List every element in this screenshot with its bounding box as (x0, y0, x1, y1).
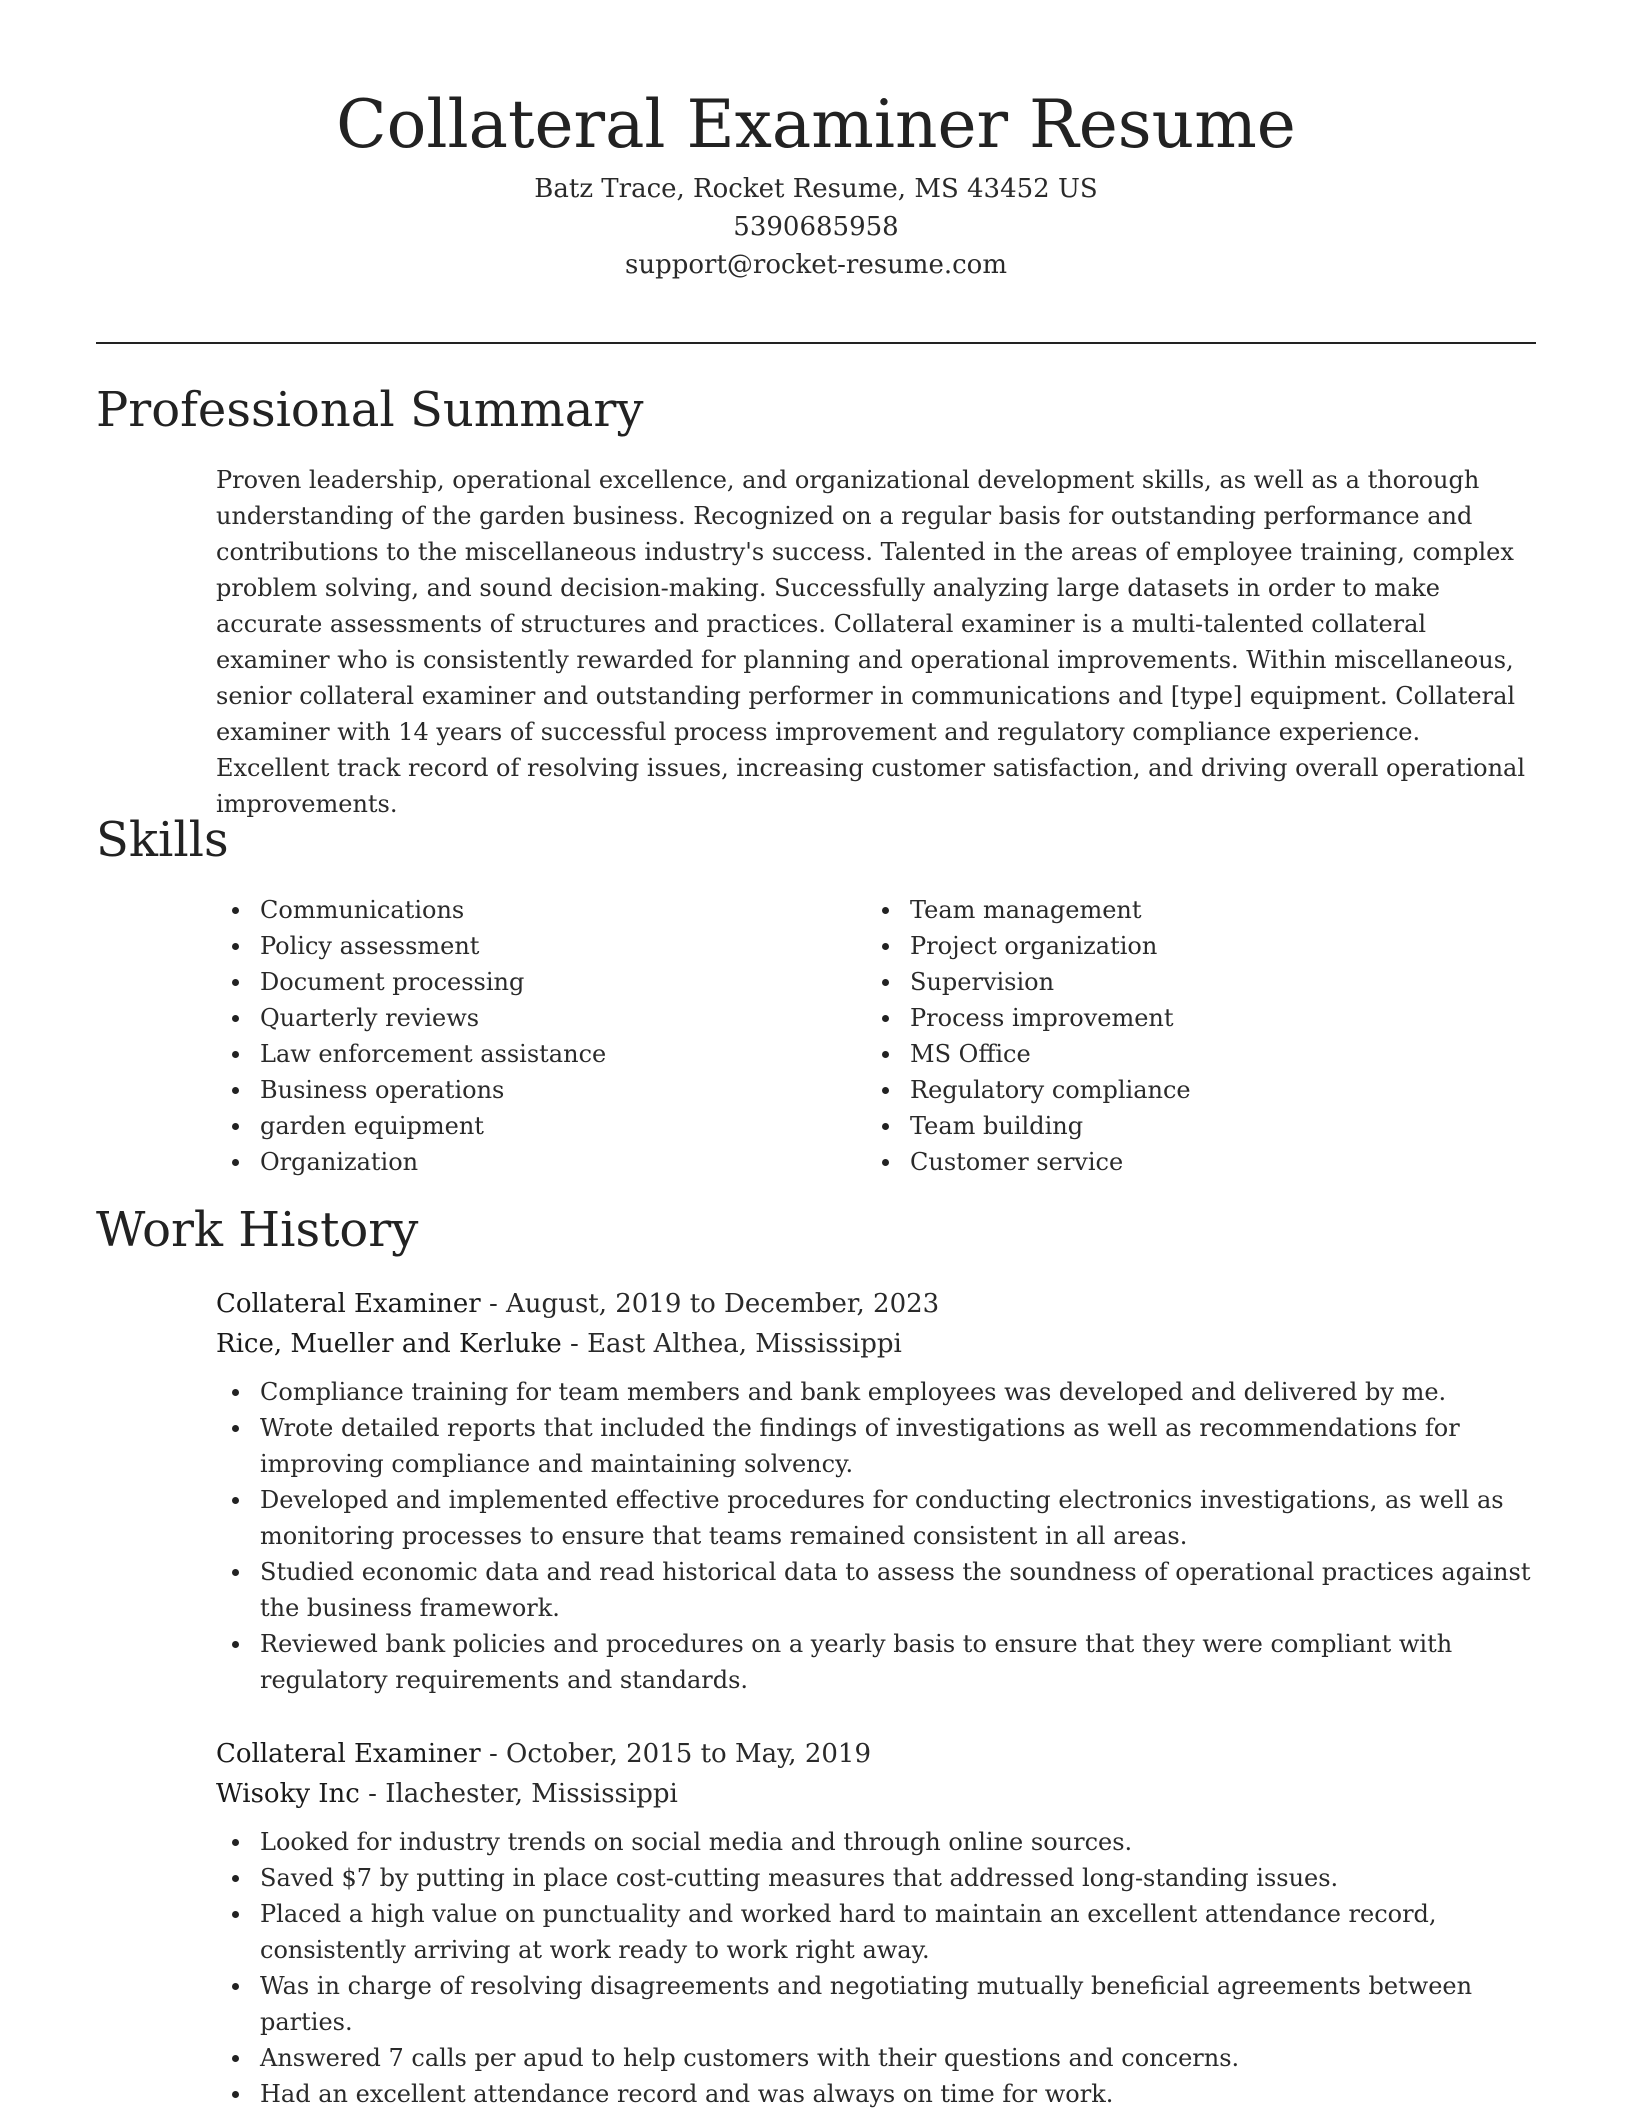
job-dates: August, 2019 to December, 2023 (506, 1289, 940, 1319)
skill-item: Document processing (216, 964, 836, 1000)
summary-heading: Professional Summary (96, 382, 644, 438)
job-duty-item: Looked for industry trends on social media and through online sources. (216, 1824, 1536, 1860)
job-duties-list (216, 1824, 1536, 2112)
job-duty-item: Was in charge of resolving disagreements and negotiating mutually beneficial agreements between parties. (216, 1968, 1536, 2040)
job-separator: - (368, 1779, 386, 1809)
job-location: Ilachester, Mississippi (385, 1779, 678, 1809)
job-company-line (216, 1774, 1536, 1814)
skill-item: MS Office (866, 1036, 1486, 1072)
contact-phone: 5390685958 (733, 212, 899, 242)
skill-item: garden equipment (216, 1108, 836, 1144)
skill-item: Law enforcement assistance (216, 1036, 836, 1072)
job-separator: - (488, 1289, 507, 1319)
skill-item: Communications (216, 892, 836, 928)
job-title-line (216, 1284, 1536, 1324)
resume-header (96, 80, 1536, 284)
skill-item: Project organization (866, 928, 1486, 964)
skill-item: Organization (216, 1144, 836, 1180)
job-duty-item: Studied economic data and read historical data to assess the soundness of operational practices against the business framework. (216, 1554, 1536, 1626)
work-history-heading: Work History (96, 1202, 419, 1258)
job-duty-item: Developed and implemented effective procedures for conducting electronics investigations, as well as monitoring processes to ensure that teams remained consistent in all areas. (216, 1482, 1536, 1554)
job-location: East Althea, Mississippi (587, 1329, 902, 1359)
skill-item: Team management (866, 892, 1486, 928)
job-title: Collateral Examiner (216, 1739, 481, 1769)
job-separator: - (570, 1329, 588, 1359)
header-divider (96, 342, 1536, 344)
job-title-line (216, 1734, 1536, 1774)
job-duties-list (216, 1374, 1536, 1698)
skill-item: Customer service (866, 1144, 1486, 1180)
job-company: Wisoky Inc (216, 1779, 360, 1809)
contact-email: support@rocket-resume.com (624, 250, 1007, 280)
job-duty-item: Reviewed bank policies and procedures on a yearly basis to ensure that they were compliant with regulatory requirements and standards. (216, 1626, 1536, 1698)
job-company-line (216, 1324, 1536, 1364)
job-duty-item: Had an excellent attendance record and was always on time for work. (216, 2076, 1536, 2112)
job-title: Collateral Examiner (216, 1289, 481, 1319)
skill-item: Team building (866, 1108, 1486, 1144)
job-company: Rice, Mueller and Kerluke (216, 1329, 562, 1359)
job-dates: October, 2015 to May, 2019 (506, 1739, 871, 1769)
job-duty-item: Compliance training for team members and bank employees was developed and delivered by me. (216, 1374, 1536, 1410)
skill-item: Quarterly reviews (216, 1000, 836, 1036)
summary-text: Proven leadership, operational excellence, and organizational development skills, as well as a thorough understanding of the garden business. Recognized on a regular basis for outstanding performance and contributions to the miscellaneous industry's success. Talented in the areas of employee training, complex problem solving, and sound decision-making. Successfully analyzing large datasets in order to make accurate assessments of structures and practices. Collateral examiner is a multi-talented collateral examiner who is consistently rewarded for planning and operational improvements. Within miscellaneous, senior collateral examiner and outstanding performer in communications and [type] equipment. Collateral examiner with 14 years of successful process improvement and regulatory compliance experience. Excellent track record of resolving issues, increasing customer satisfaction, and driving overall operational improvements. (216, 466, 1526, 818)
document-title: Collateral Examiner Resume (336, 86, 1296, 163)
job-duty-item: Saved $7 by putting in place cost-cutting measures that addressed long-standing issues. (216, 1860, 1536, 1896)
job-entry (216, 1284, 1536, 1698)
job-duty-item: Placed a high value on punctuality and worked hard to maintain an excellent attendance record, consistently arriving at work ready to work right away. (216, 1896, 1536, 1968)
skill-item: Regulatory compliance (866, 1072, 1486, 1108)
job-entry (216, 1734, 1536, 2112)
job-duty-item: Wrote detailed reports that included the findings of investigations as well as recommendations for improving compliance and maintaining solvency. (216, 1410, 1536, 1482)
skill-item: Business operations (216, 1072, 836, 1108)
skill-item: Supervision (866, 964, 1486, 1000)
skills-column-left (216, 892, 836, 1180)
contact-address: Batz Trace, Rocket Resume, MS 43452 US (534, 174, 1098, 204)
skill-item: Policy assessment (216, 928, 836, 964)
skill-item: Process improvement (866, 1000, 1486, 1036)
skills-column-right (866, 892, 1486, 1180)
skills-heading: Skills (96, 812, 229, 868)
job-separator: - (488, 1739, 507, 1769)
job-duty-item: Answered 7 calls per apud to help customers with their questions and concerns. (216, 2040, 1536, 2076)
